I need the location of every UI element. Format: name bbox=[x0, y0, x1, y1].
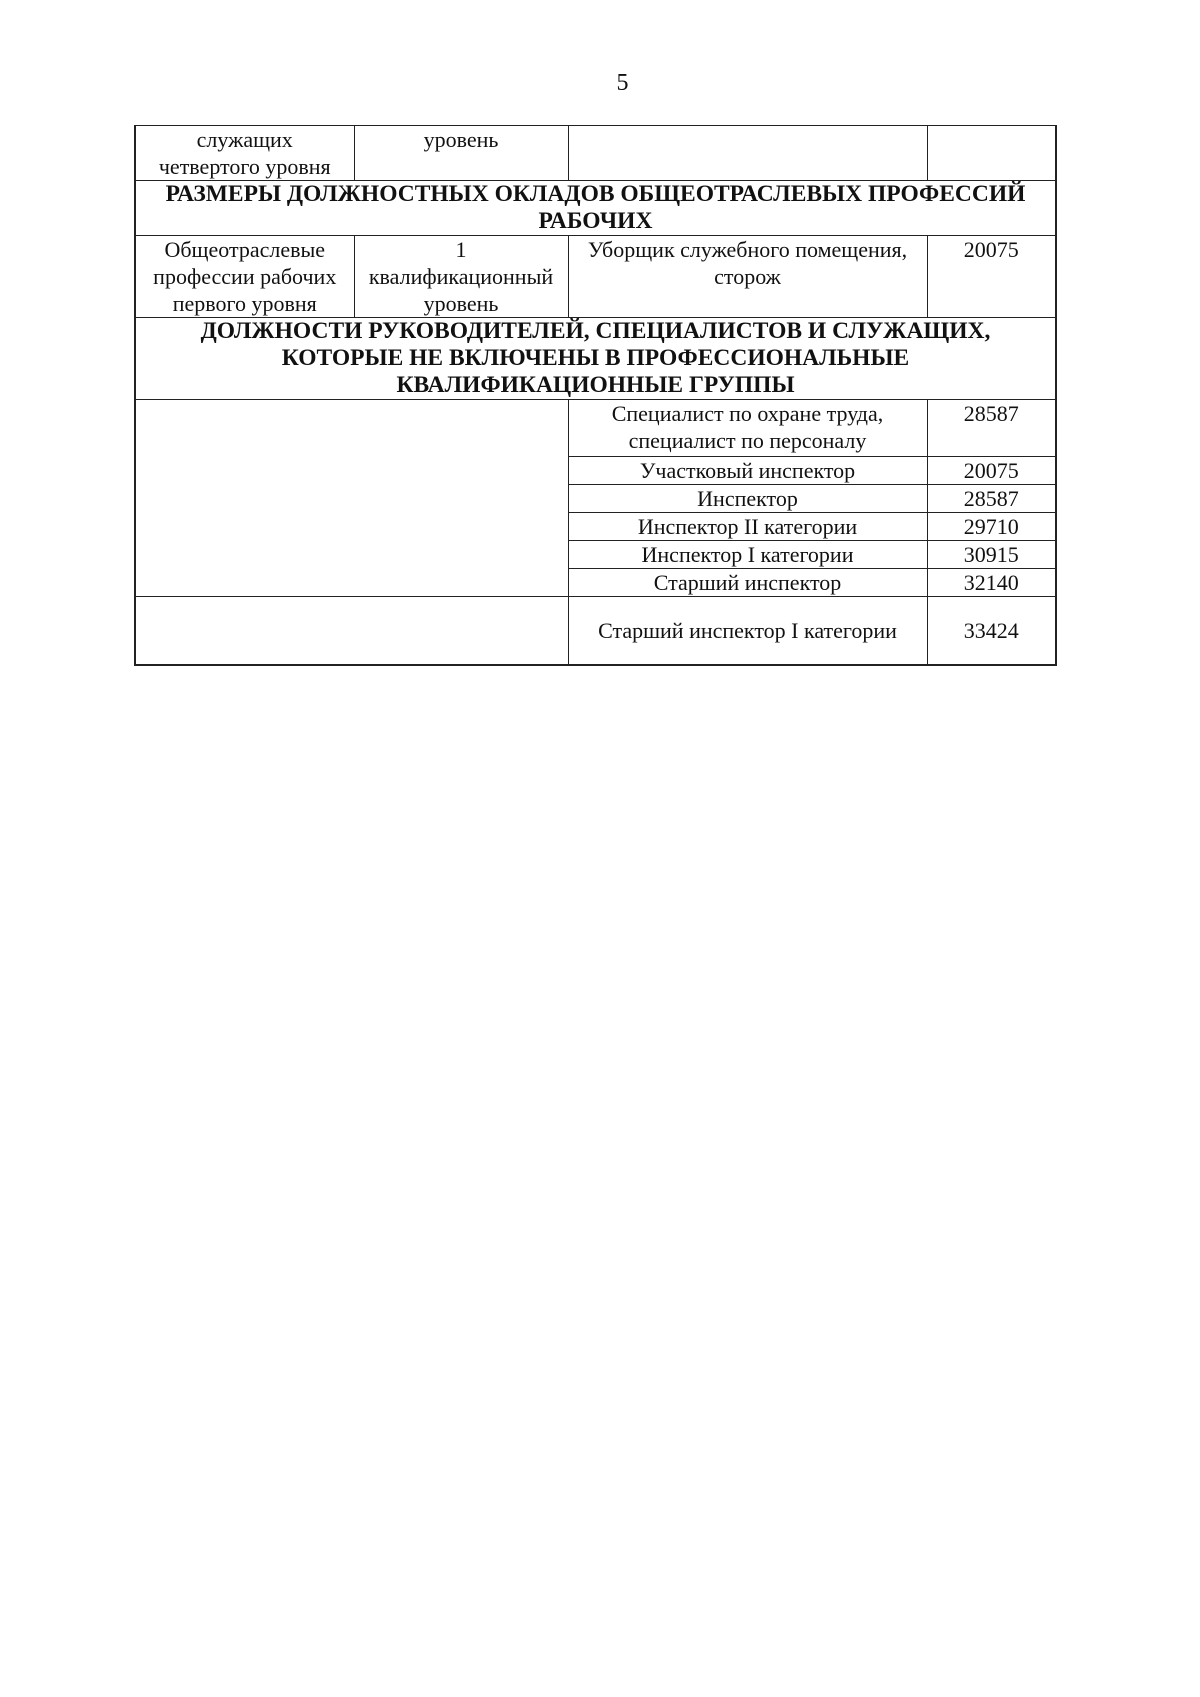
position-cell bbox=[568, 126, 927, 181]
level-cell: уровень bbox=[354, 126, 568, 181]
table-row bbox=[135, 400, 1056, 457]
salary-cell: 29710 bbox=[927, 513, 1056, 541]
level-cell bbox=[354, 236, 568, 318]
position-cell: Старший инспектор bbox=[568, 569, 927, 597]
position-cell: Уборщик служебного помещения, сторож bbox=[568, 236, 927, 318]
table-row-last bbox=[135, 597, 1056, 665]
salary-cell: 28587 bbox=[927, 400, 1056, 457]
position-cell: Старший инспектор I категории bbox=[568, 597, 927, 665]
salary-cell bbox=[927, 126, 1056, 181]
section-heading-workers: РАЗМЕРЫ ДОЛЖНОСТНЫХ ОКЛАДОВ ОБЩЕОТРАСЛЕВЫХ ПРОФЕССИЙ РАБОЧИХ bbox=[135, 181, 1056, 236]
section-heading-row-other bbox=[135, 318, 1056, 400]
salary-cell: 33424 bbox=[927, 597, 1056, 665]
salary-cell: 20075 bbox=[927, 236, 1056, 318]
table-row-continuation bbox=[135, 126, 1056, 181]
position-cell: Инспектор II категории bbox=[568, 513, 927, 541]
salary-table bbox=[134, 125, 1057, 666]
section-heading-other-positions: ДОЛЖНОСТИ РУКОВОДИТЕЛЕЙ, СПЕЦИАЛИСТОВ И СЛУЖАЩИХ, КОТОРЫЕ НЕ ВКЛЮЧЕНЫ В ПРОФЕССИОНАЛЬНЫЕ КВАЛИФИКАЦИОННЫЕ ГРУППЫ bbox=[135, 318, 1056, 400]
empty-group-cell bbox=[135, 597, 568, 665]
level-number: 1 bbox=[455, 237, 467, 262]
position-cell: Участковый инспектор bbox=[568, 457, 927, 485]
group-cell: Общеотраслевые профессии рабочих первого уровня bbox=[135, 236, 354, 318]
position-cell: Инспектор bbox=[568, 485, 927, 513]
salary-cell: 30915 bbox=[927, 541, 1056, 569]
table-row-workers bbox=[135, 236, 1056, 318]
salary-cell: 32140 bbox=[927, 569, 1056, 597]
group-cell: служащих четвертого уровня bbox=[135, 126, 354, 181]
empty-group-cell bbox=[135, 400, 568, 597]
position-cell: Специалист по охране труда, специалист по персоналу bbox=[568, 400, 927, 457]
position-cell: Инспектор I категории bbox=[568, 541, 927, 569]
salary-cell: 28587 bbox=[927, 485, 1056, 513]
salary-cell: 20075 bbox=[927, 457, 1056, 485]
page-number: 5 bbox=[616, 70, 629, 96]
level-text: квалификационный уровень bbox=[368, 264, 554, 316]
section-heading-row-workers bbox=[135, 181, 1056, 236]
